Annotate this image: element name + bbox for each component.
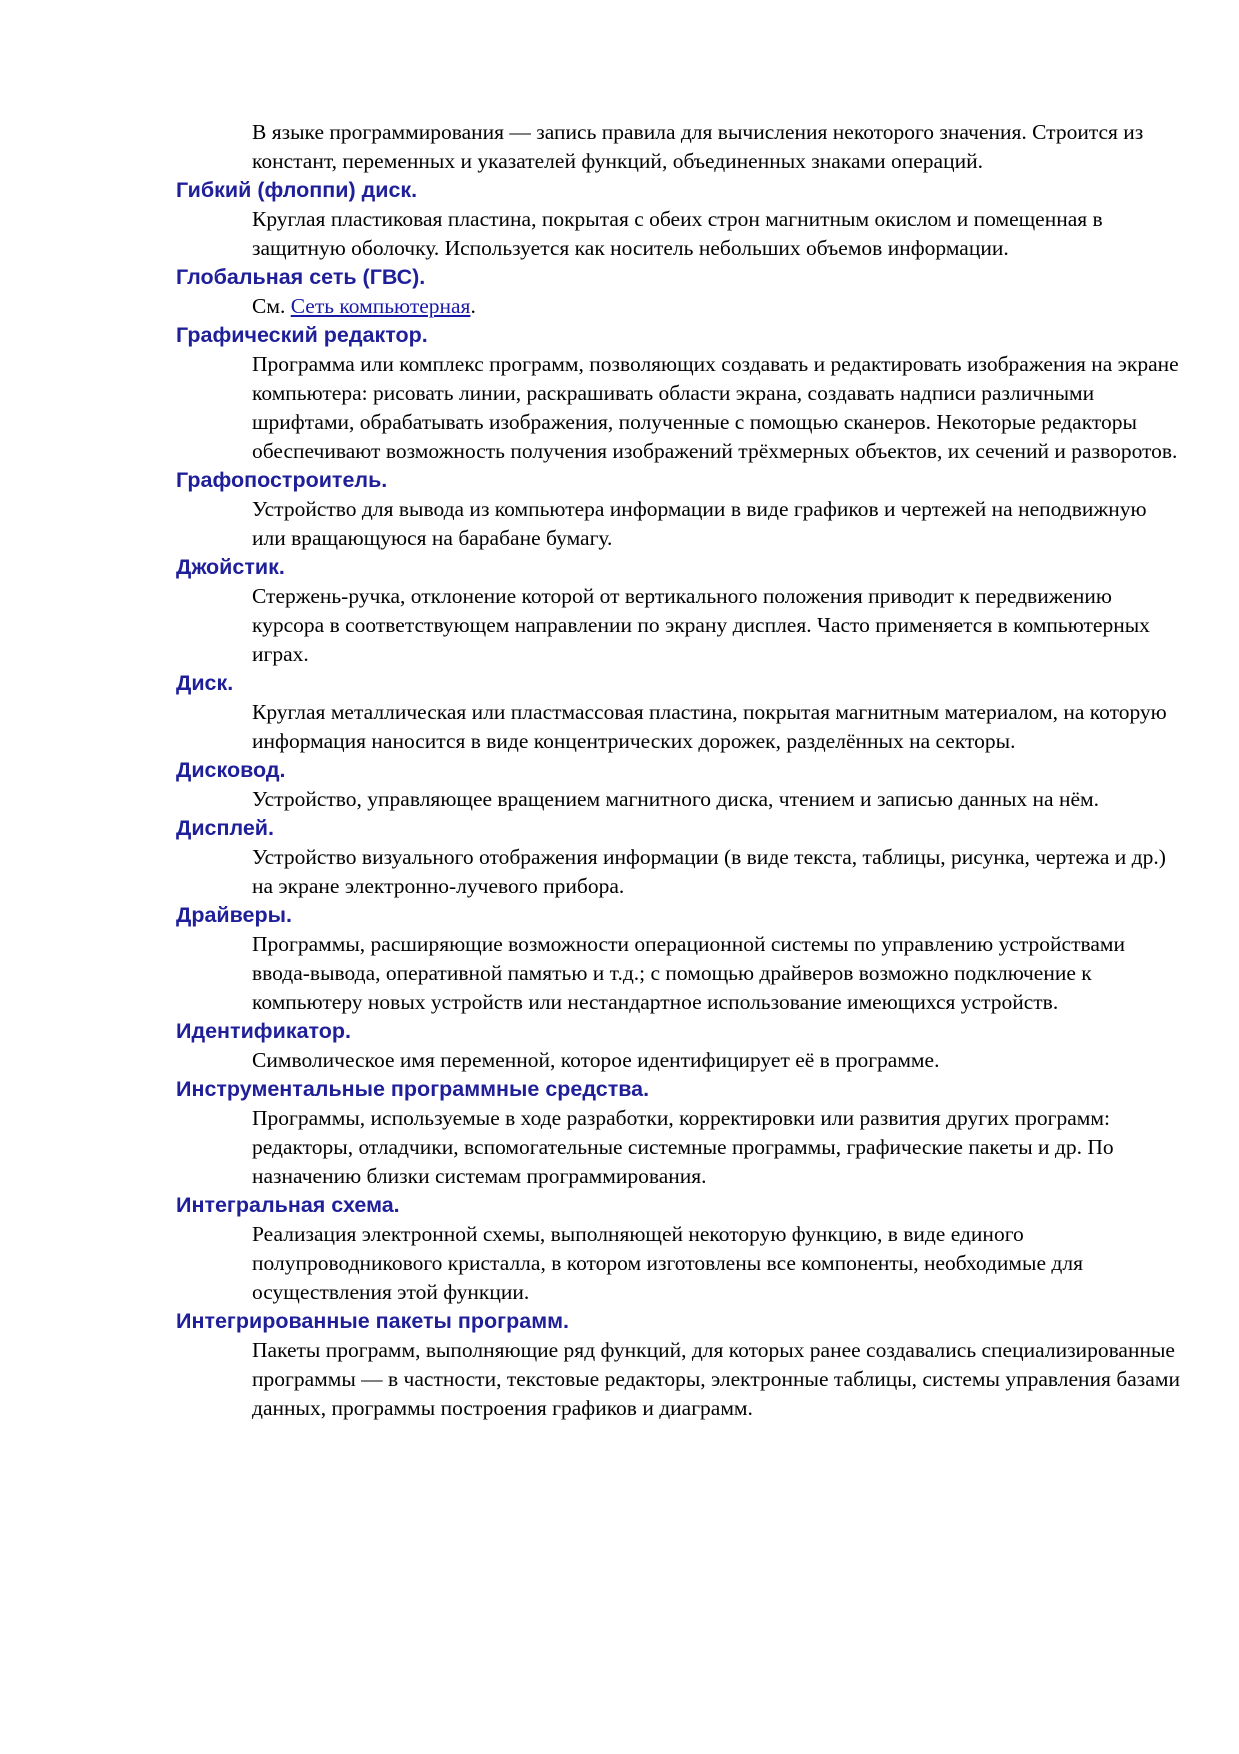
glossary-entry-identifier <box>176 1017 1176 1075</box>
term-heading: Инструментальные программные средства. <box>176 1077 650 1101</box>
glossary-entry-integrated-packages <box>176 1307 1180 1423</box>
term-definition: Программы, расширяющие возможности операционной системы по управлению устройствами ввода-вывода, оперативной памятью и т.д.; с помощью драйверов возможно подключение к компьютеру новых устройств или нестандартное использование имеющихся устройств. <box>252 932 1125 1014</box>
term-definition: Стержень-ручка, отклонение которой от вертикального положения приводит к передвижению курсора в соответствующем направлении по экрану дисплея. Часто применяется в компьютерных играх. <box>252 584 1150 666</box>
glossary-entry-graphics-editor <box>176 321 1179 466</box>
term-definition: Устройство, управляющее вращением магнитного диска, чтением и записью данных на нём. <box>252 787 1100 811</box>
term-definition: Устройство визуального отображения информации (в виде текста, таблицы, рисунка, чертежа и др.) на экране электронно-лучевого прибора. <box>252 845 1166 898</box>
term-heading: Интегральная схема. <box>176 1193 400 1217</box>
see-also-reference <box>252 292 1182 321</box>
term-definition: Круглая пластиковая пластина, покрытая с обеих строн магнитным окислом и помещенная в защитную оболочку. Используется как носитель небольших объемов информации. <box>252 207 1103 260</box>
glossary-entry-disk-drive <box>176 756 1176 814</box>
term-heading: Графический редактор. <box>176 323 428 347</box>
term-definition: Устройство для вывода из компьютера информации в виде графиков и чертежей на неподвижную или вращающуюся на барабане бумагу. <box>252 497 1147 550</box>
glossary-entry-disk <box>176 669 1176 756</box>
term-heading: Дисковод. <box>176 758 286 782</box>
glossary-entry-dev-tools <box>176 1075 1176 1191</box>
glossary-entry-floppy <box>176 176 1176 263</box>
intro-definition: В языке программирования — запись правила для вычисления некоторого значения. Строится из констант, переменных и указателей функций, объединенных знаками операций. <box>252 120 1144 173</box>
term-heading: Диск. <box>176 671 234 695</box>
glossary-entry-wan <box>176 263 1176 321</box>
term-definition: Круглая металлическая или пластмассовая пластина, покрытая магнитным материалом, на которую информация наносится в виде концентрических дорожек, разделённых на секторы. <box>252 700 1167 753</box>
term-heading: Графопостроитель. <box>176 468 388 492</box>
see-suffix: . <box>470 294 476 318</box>
term-definition: Программа или комплекс программ, позволяющих создавать и редактировать изображения на экране компьютера: рисовать линии, раскрашивать области экрана, создавать надписи различными шрифтами, обрабатывать изображения, полученные с помощью сканеров. Некоторые редакторы обеспечивают возможность получения изображений трёхмерных объектов, их сечений и разворотов. <box>252 352 1179 463</box>
glossary-entry-plotter <box>176 466 1176 553</box>
glossary-content <box>176 118 1180 1423</box>
term-definition: Реализация электронной схемы, выполняющей некоторую функцию, в виде единого полупроводникового кристалла, в котором изготовлены все компоненты, необходимые для осуществления этой функции. <box>252 1222 1083 1304</box>
glossary-entry-drivers <box>176 901 1176 1017</box>
term-definition: Пакеты программ, выполняющие ряд функций, для которых ранее создавались специализированные программы — в частности, текстовые редакторы, электронные таблицы, системы управления базами данных, программы построения графиков и диаграмм. <box>252 1338 1180 1420</box>
term-heading: Дисплей. <box>176 816 274 840</box>
cross-reference-link[interactable]: Сеть компьютерная <box>290 294 471 318</box>
see-prefix: См. <box>252 294 291 318</box>
term-heading: Драйверы. <box>176 903 292 927</box>
glossary-entry-display <box>176 814 1176 901</box>
glossary-entry-integrated-circuit <box>176 1191 1176 1307</box>
term-heading: Идентификатор. <box>176 1019 352 1043</box>
term-heading: Гибкий (флоппи) диск. <box>176 178 418 202</box>
term-heading: Джойстик. <box>176 555 285 579</box>
term-heading: Глобальная сеть (ГВС). <box>176 265 426 289</box>
glossary-entry-joystick <box>176 553 1176 669</box>
term-definition: Символическое имя переменной, которое идентифицирует её в программе. <box>252 1048 940 1072</box>
term-definition: Программы, используемые в ходе разработки, корректировки или развития других программ: редакторы, отладчики, вспомогательные системные программы, графические пакеты и др. По назначению близки системам программирования. <box>252 1106 1114 1188</box>
term-heading: Интегрированные пакеты программ. <box>176 1309 569 1333</box>
